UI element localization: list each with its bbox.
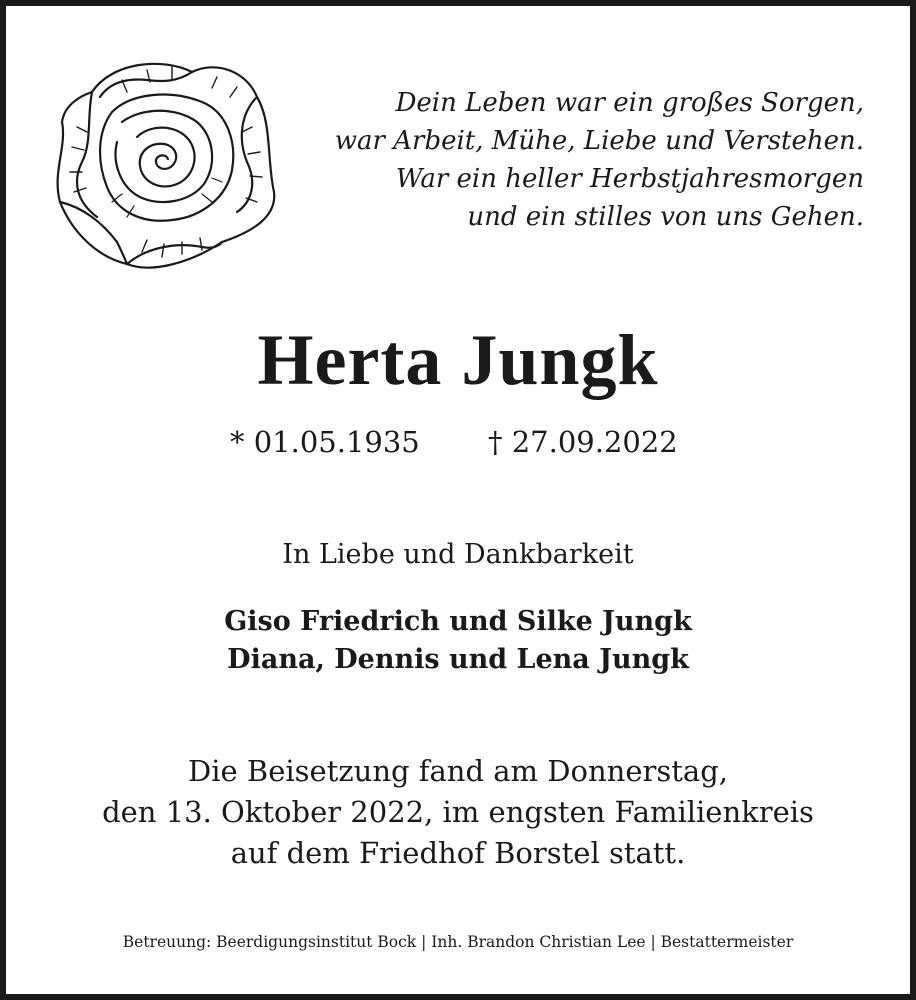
mourners-intro: In Liebe und Dankbarkeit	[282, 539, 634, 570]
birth-date: * 01.05.1935	[230, 425, 420, 459]
death-date: † 27.09.2022	[488, 425, 678, 459]
mourner-line: Diana, Dennis und Lena Jungk	[227, 644, 689, 675]
funeral-line: auf dem Friedhof Borstel statt.	[230, 836, 686, 870]
life-dates	[0, 420, 916, 464]
undertaker-footer: Betreuung: Beerdigungsinstitut Bock | Inh. Brandon Christian Lee | Bestattermeister	[122, 933, 794, 951]
poem-line: War ein heller Herbstjahresmorgen	[395, 164, 864, 194]
mourners-list	[0, 603, 916, 679]
deceased-name: Herta Jungk	[257, 320, 659, 400]
poem-line: war Arbeit, Mühe, Liebe und Verstehen.	[334, 126, 864, 156]
rose-icon	[52, 52, 278, 274]
mourner-line: Giso Friedrich und Silke Jungk	[224, 606, 692, 637]
poem-line: und ein stilles von uns Gehen.	[467, 202, 864, 232]
poem	[304, 84, 864, 236]
poem-line: Dein Leben war ein großes Sorgen,	[395, 88, 864, 118]
funeral-line: den 13. Oktober 2022, im engsten Familienkreis	[102, 795, 814, 829]
funeral-line: Die Beisetzung fand am Donnerstag,	[188, 754, 728, 788]
funeral-notice	[0, 751, 916, 874]
